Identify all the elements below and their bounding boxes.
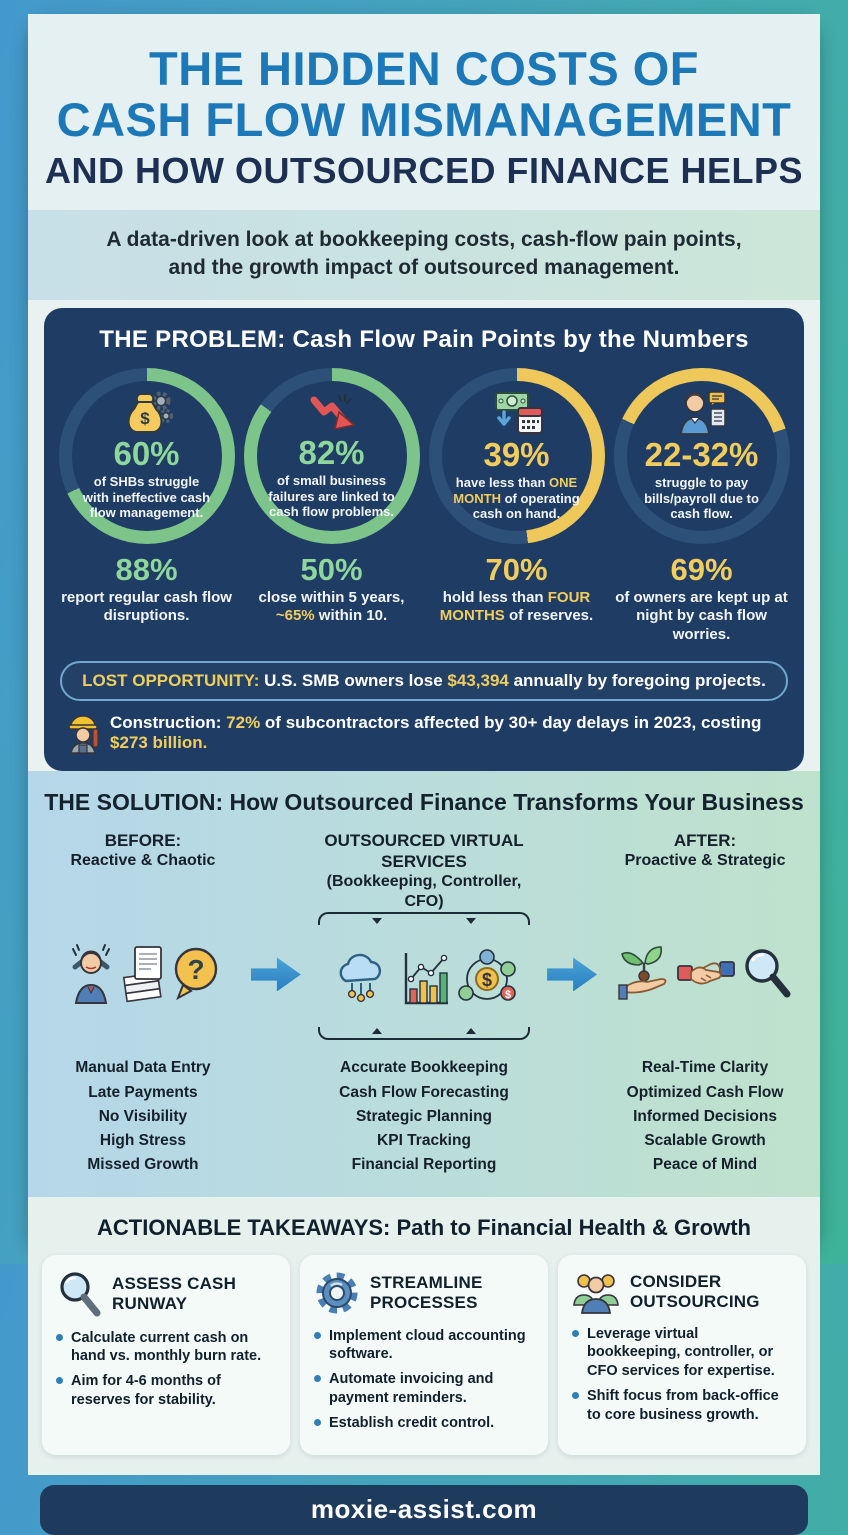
bullet-item: Calculate current cash on hand vs. monthly burn rate. [56,1329,276,1367]
services-list [308,1056,540,1176]
svg-text:$: $ [481,970,492,991]
secondary-stats-row [58,554,790,645]
construction-callout: Construction: 72% of subcontractors affected by 30+ day delays in 2023, costing $273 billion. [58,711,790,755]
gear-icon [314,1269,360,1317]
services-column-header: OUTSOURCED VIRTUAL SERVICES (Bookkeeping, Controller, CFO) [324,830,524,911]
magnifier-icon [741,946,793,1002]
handshake-icon [677,948,735,1000]
crash-arrow-icon [308,392,356,434]
card-bullets [314,1327,534,1433]
stressed-person-icon [67,943,115,1005]
donut-ring-business-failures [244,368,420,544]
card-title: CONSIDER OUTSOURCING [630,1272,760,1311]
sprout-hand-icon [617,945,671,1003]
list-item: Manual Data Entry [75,1059,211,1077]
bar-chart-icon [396,949,452,1011]
takeaway-card-outsourcing [558,1255,806,1455]
bullet-item: Automate invoicing and payment reminders. [314,1370,534,1408]
construction-label: Construction: [110,712,222,732]
cash-calendar-icon [490,390,544,436]
list-item: Optimized Cash Flow [626,1083,784,1101]
page-title-line1: THE HIDDEN COSTS OF [148,42,700,95]
stat-close-within [243,554,420,645]
subtitle-band [28,210,820,301]
stat-caption: close within 5 years, ~65% within 10. [258,588,405,625]
takeaway-card-assess [42,1255,290,1455]
list-item: Peace of Mind [652,1155,758,1173]
arrow-services-to-after [544,926,600,1022]
after-icons [604,926,806,1022]
bullet-item: Establish credit control. [314,1414,534,1433]
header [28,14,820,210]
solution-heading: THE SOLUTION: How Outsourced Finance Transforms Your Business [44,788,804,815]
lost-opportunity-label: LOST OPPORTUNITY: [82,670,260,690]
svg-text:$: $ [139,409,150,429]
card-bullets [572,1325,792,1425]
list-item: No Visibility [98,1107,188,1125]
money-network-icon [458,949,516,1011]
list-item: KPI Tracking [377,1131,471,1149]
donut-ring-smb-struggle [59,368,235,544]
stat-caption: report regular cash flow disruptions. [61,588,232,625]
subtitle-text: A data-driven look at bookkeeping costs, cash-flow pain points, and the growth impact of outsourced management. [106,227,742,279]
donut-ring-bills-payroll [614,368,790,544]
team-icon [572,1269,620,1315]
paper-stack-icon [121,945,165,1003]
problem-panel [44,308,804,771]
takeaways-heading: ACTIONABLE TAKEAWAYS: Path to Financial Health & Growth [97,1214,751,1240]
stat-reserves [428,554,605,645]
before-icons [42,926,244,1022]
bullet-item: Implement cloud accounting software. [314,1327,534,1365]
ring-number: 82% [298,434,365,472]
list-item: Scalable Growth [644,1131,766,1149]
card-title: ASSESS CASH RUNWAY [112,1274,237,1313]
page-title-line2: CASH FLOW MISMANAGEMENT [56,92,792,146]
ring-number: 22-32% [644,436,759,474]
construction-worker-icon [66,713,100,753]
arrow-before-to-services [248,926,304,1022]
donut-ring-operating-cash [429,368,605,544]
lost-opportunity-callout: LOST OPPORTUNITY: U.S. SMB owners lose $43,394 annually by foregoing projects. [60,661,788,701]
before-column-header: BEFORE: Reactive & Chaotic [70,830,216,870]
right-arrow-icon [251,957,301,991]
ring-caption: have less than ONE MONTH of operating cash on hand. [453,474,580,522]
footer-bar [40,1485,808,1535]
list-item: Strategic Planning [355,1107,493,1125]
question-bubble-icon [171,945,219,1003]
list-item: High Stress [99,1131,187,1149]
stat-number: 50% [300,552,363,588]
right-arrow-icon [547,957,597,991]
person-chat-icon [677,390,727,436]
stat-kept-up-at-night [613,554,790,645]
list-item: Real-Time Clarity [641,1059,769,1077]
cloud-sync-icon [332,949,390,1011]
list-item: Missed Growth [87,1155,199,1173]
list-item: Cash Flow Forecasting [339,1083,509,1101]
stat-number: 70% [485,552,548,588]
card-title: STREAMLINE PROCESSES [370,1273,483,1312]
bullet-item: Aim for 4-6 months of reserves for stability. [56,1372,276,1410]
ring-stats-row [58,368,790,544]
money-bag-gears-icon [121,391,173,435]
svg-text:$: $ [504,989,512,1002]
bullet-item: Shift focus from back-office to core business growth. [572,1387,792,1425]
stat-number: 88% [115,552,178,588]
flow-bracket-top [318,912,530,925]
infographic-card [28,14,820,1525]
stat-caption: of owners are kept up at night by cash flow worries. [615,588,788,644]
stat-disruptions [58,554,235,645]
card-bullets [56,1329,276,1410]
list-item: Informed Decisions [633,1107,777,1125]
list-item: Financial Reporting [351,1155,497,1173]
ring-caption: struggle to pay bills/payroll due to cash flow. [644,474,759,522]
list-item: Accurate Bookkeeping [340,1059,508,1077]
footer-url: moxie-assist.com [310,1494,538,1525]
stat-caption: hold less than FOUR MONTHS of reserves. [439,588,594,625]
problem-heading: THE PROBLEM: Cash Flow Pain Points by the Numbers [99,326,749,354]
ring-number: 60% [113,435,180,473]
flow-bracket-bottom [318,1027,530,1040]
bullet-item: Leverage virtual bookkeeping, controller, or CFO services for expertise. [572,1325,792,1382]
takeaways-section [28,1197,820,1475]
before-list [42,1056,244,1176]
svg-text:?: ? [187,954,205,986]
after-column-header: AFTER: Proactive & Strategic [624,830,786,870]
magnifier-icon [56,1269,102,1319]
ring-number: 39% [483,436,550,474]
after-list [604,1056,806,1176]
ring-caption: of small business failures are linked to cash flow problems. [268,472,395,520]
list-item: Late Payments [88,1083,198,1101]
stat-number: 69% [670,552,733,588]
services-icons [308,912,540,1040]
ring-caption: of SHBs struggle with ineffective cash flow management. [82,473,211,521]
solution-section [28,771,820,1197]
takeaway-card-streamline [300,1255,548,1455]
page-title-line3: AND HOW OUTSOURCED FINANCE HELPS [44,149,803,191]
